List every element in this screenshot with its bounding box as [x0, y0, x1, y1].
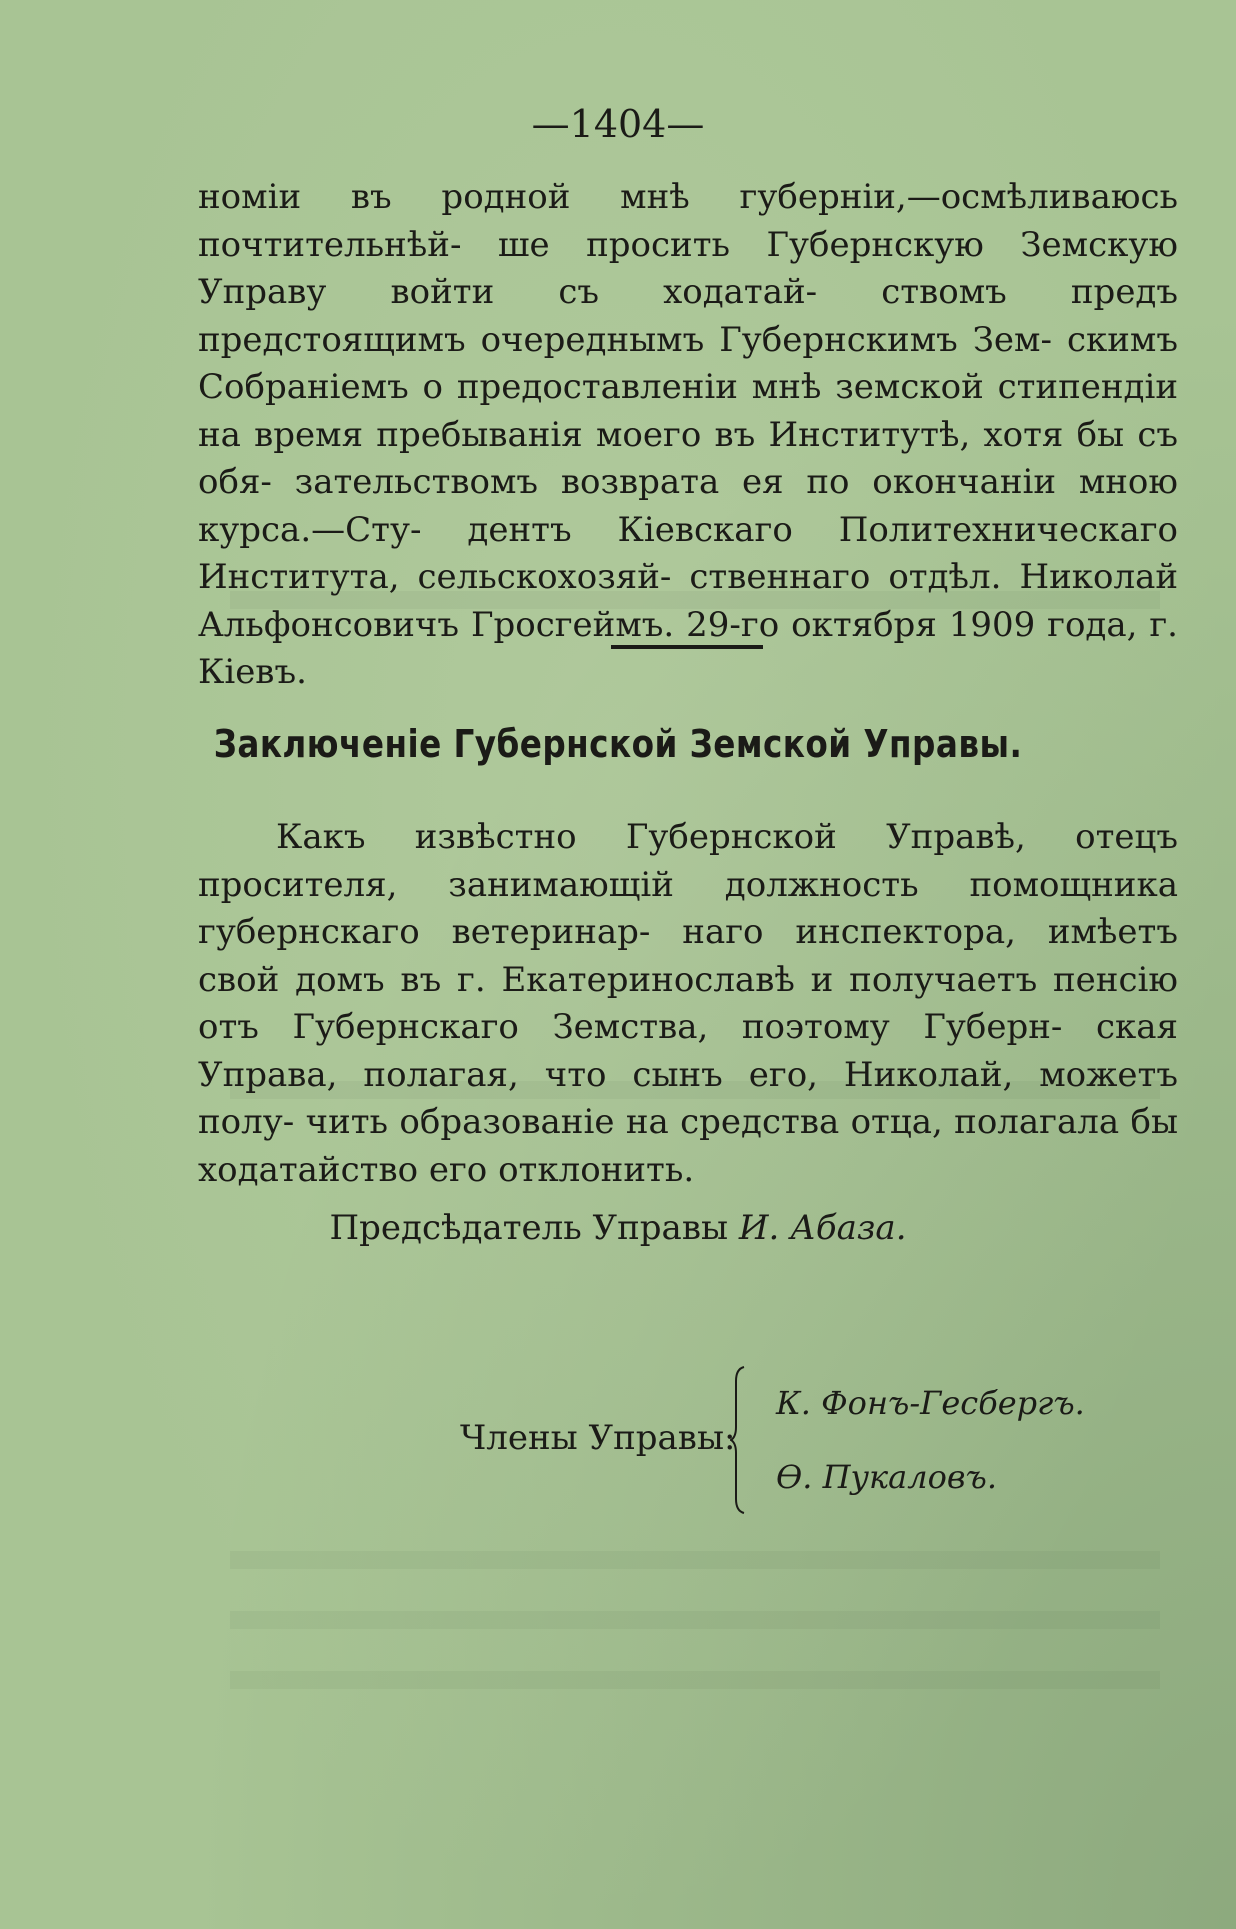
text-line: скимъ Собраніемъ о предоставленіи мнѣ земской стипендіи	[198, 319, 1178, 407]
text-line: на время пребыванія моего въ Институтѣ, хотя бы съ обя-	[198, 414, 1178, 502]
text-line: занимающій должность помощника губернскаго ветеринар-	[198, 864, 1178, 952]
text-line: его отклонить.	[428, 1149, 695, 1190]
text-line: номіи въ родной мнѣ губерніи,—осмѣливаюсь почтительнѣй-	[198, 177, 1178, 265]
member-name: К. Фонъ-Гесбергъ.	[776, 1384, 1085, 1422]
curly-brace-icon	[730, 1365, 746, 1515]
text-line: наго инспектора, имѣетъ свой домъ въ г. Екатеринославѣ и	[198, 912, 1178, 1000]
text-line: ствомъ предъ предстоящимъ очереднымъ Губернскимъ Зем-	[198, 272, 1179, 360]
members-label: Члены Управы:	[460, 1418, 736, 1458]
conclusion-paragraph	[198, 814, 1178, 1194]
text-line: октября 1909 года, г. Кіевъ.	[198, 604, 1178, 692]
petition-paragraph	[198, 174, 1178, 697]
text-line: чить образованіе на средства отца, полагала бы ходатайство	[198, 1102, 1178, 1190]
text-line: ше просить Губернскую Земскую Управу войти съ ходатай-	[198, 224, 1179, 312]
text-line: Какъ извѣстно Губернской Управѣ, отецъ просителя,	[198, 817, 1178, 905]
chairman-title: Предсѣдатель Управы	[329, 1208, 729, 1248]
section-divider	[611, 645, 763, 649]
chairman-signature	[0, 1208, 1236, 1248]
member-name: Ѳ. Пукаловъ.	[776, 1458, 997, 1496]
text-line: ская Управа, полагая, что сынъ его, Николай, можетъ полу-	[198, 1007, 1178, 1142]
text-line: дентъ Кіевскаго Политехническаго Института, сельскохозяй-	[198, 509, 1179, 597]
section-heading: Заключеніе Губернской Земской Управы.	[213, 722, 1023, 766]
text-line: зательствомъ возврата ея по окончаніи мною курса.—Сту-	[198, 462, 1178, 550]
text-line: ственнаго отдѣл. Николай Альфонсовичъ Гросгеймъ. 29-го	[198, 557, 1179, 645]
chairman-name: И. Абаза.	[738, 1208, 907, 1248]
page-number: —1404—	[531, 102, 705, 146]
text-line: получаетъ пенсію отъ Губернскаго Земства, поэтому Губерн-	[198, 959, 1178, 1047]
